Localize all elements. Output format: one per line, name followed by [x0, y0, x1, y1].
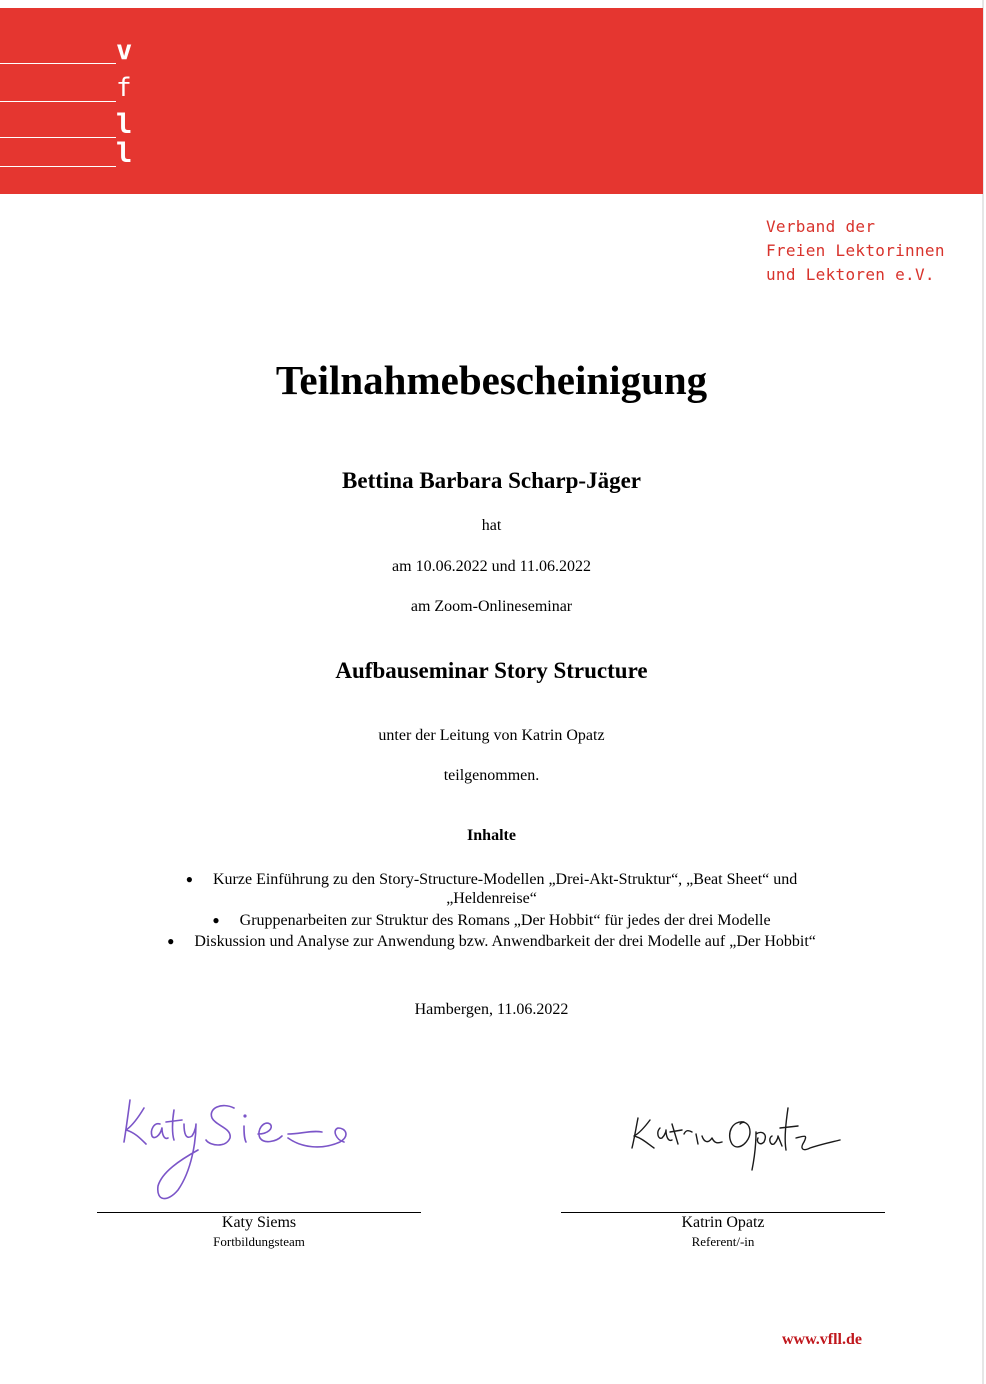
logo-letter: v: [116, 35, 133, 66]
org-line: Freien Lektorinnen: [766, 241, 945, 260]
logo-letter: l: [116, 109, 133, 140]
signer-role-left: Fortbildungsteam: [213, 1234, 305, 1249]
dates-text: am 10.06.2022 und 11.06.2022: [392, 558, 591, 575]
bullet-icon: ●: [185, 872, 193, 886]
signer-name-right: Katrin Opatz: [681, 1214, 765, 1231]
place-date: Hambergen, 11.06.2022: [414, 1001, 569, 1018]
venue-text: am Zoom-Onlineseminar: [410, 598, 573, 615]
list-item-text: „Heldenreise“: [446, 890, 537, 907]
signature-katy-siems: [112, 1090, 362, 1210]
signer-name-left: Katy Siems: [221, 1214, 297, 1231]
contents-heading: Inhalte: [467, 827, 516, 844]
list-item-text: Kurze Einführung zu den Story-Structure-Modellen „Drei-Akt-Struktur“, „Beat Sheet“ und: [212, 871, 798, 888]
list-item: [0, 910, 983, 931]
seminar-title: Aufbauseminar Story Structure: [335, 658, 648, 683]
leader-text: unter der Leitung von Katrin Opatz: [378, 727, 605, 744]
signature-katrin-opatz: [626, 1098, 846, 1180]
list-item-text: Diskussion und Analyse zur Anwendung bzw. Anwendbarkeit der drei Modelle auf „Der Hobbit“: [194, 933, 816, 950]
closing-text: teilgenommen.: [443, 767, 540, 784]
logo-row-f: [0, 66, 135, 102]
bullet-icon: ●: [212, 913, 220, 927]
list-item-continuation: [0, 889, 983, 909]
bullet-icon: ●: [167, 934, 175, 948]
list-item: [0, 869, 983, 890]
org-line: und Lektoren e.V.: [766, 265, 935, 284]
header-banner: [0, 8, 983, 194]
logo-rule: [0, 63, 116, 64]
verb-text: hat: [481, 517, 502, 534]
certificate-title: Teilnahmebescheinigung: [275, 357, 708, 403]
logo-letter: f: [116, 73, 132, 103]
signer-role-right: Referent/-in: [691, 1234, 755, 1249]
list-item: [0, 931, 983, 952]
logo-row-v: [0, 28, 135, 64]
org-line: Verband der: [766, 217, 876, 236]
organization-name: [766, 215, 945, 287]
list-item-text: Gruppenarbeiten zur Struktur des Romans „Der Hobbit“ für jedes der drei Modelle: [239, 912, 771, 929]
participant-name: Bettina Barbara Scharp-Jäger: [342, 468, 641, 493]
website-link[interactable]: www.vfll.de: [782, 1331, 862, 1348]
logo-rule: [0, 166, 116, 167]
signature-line-left: [97, 1212, 421, 1213]
logo-letter: l: [116, 138, 133, 169]
logo-row-l2: [0, 131, 135, 167]
signature-line-right: [561, 1212, 885, 1213]
